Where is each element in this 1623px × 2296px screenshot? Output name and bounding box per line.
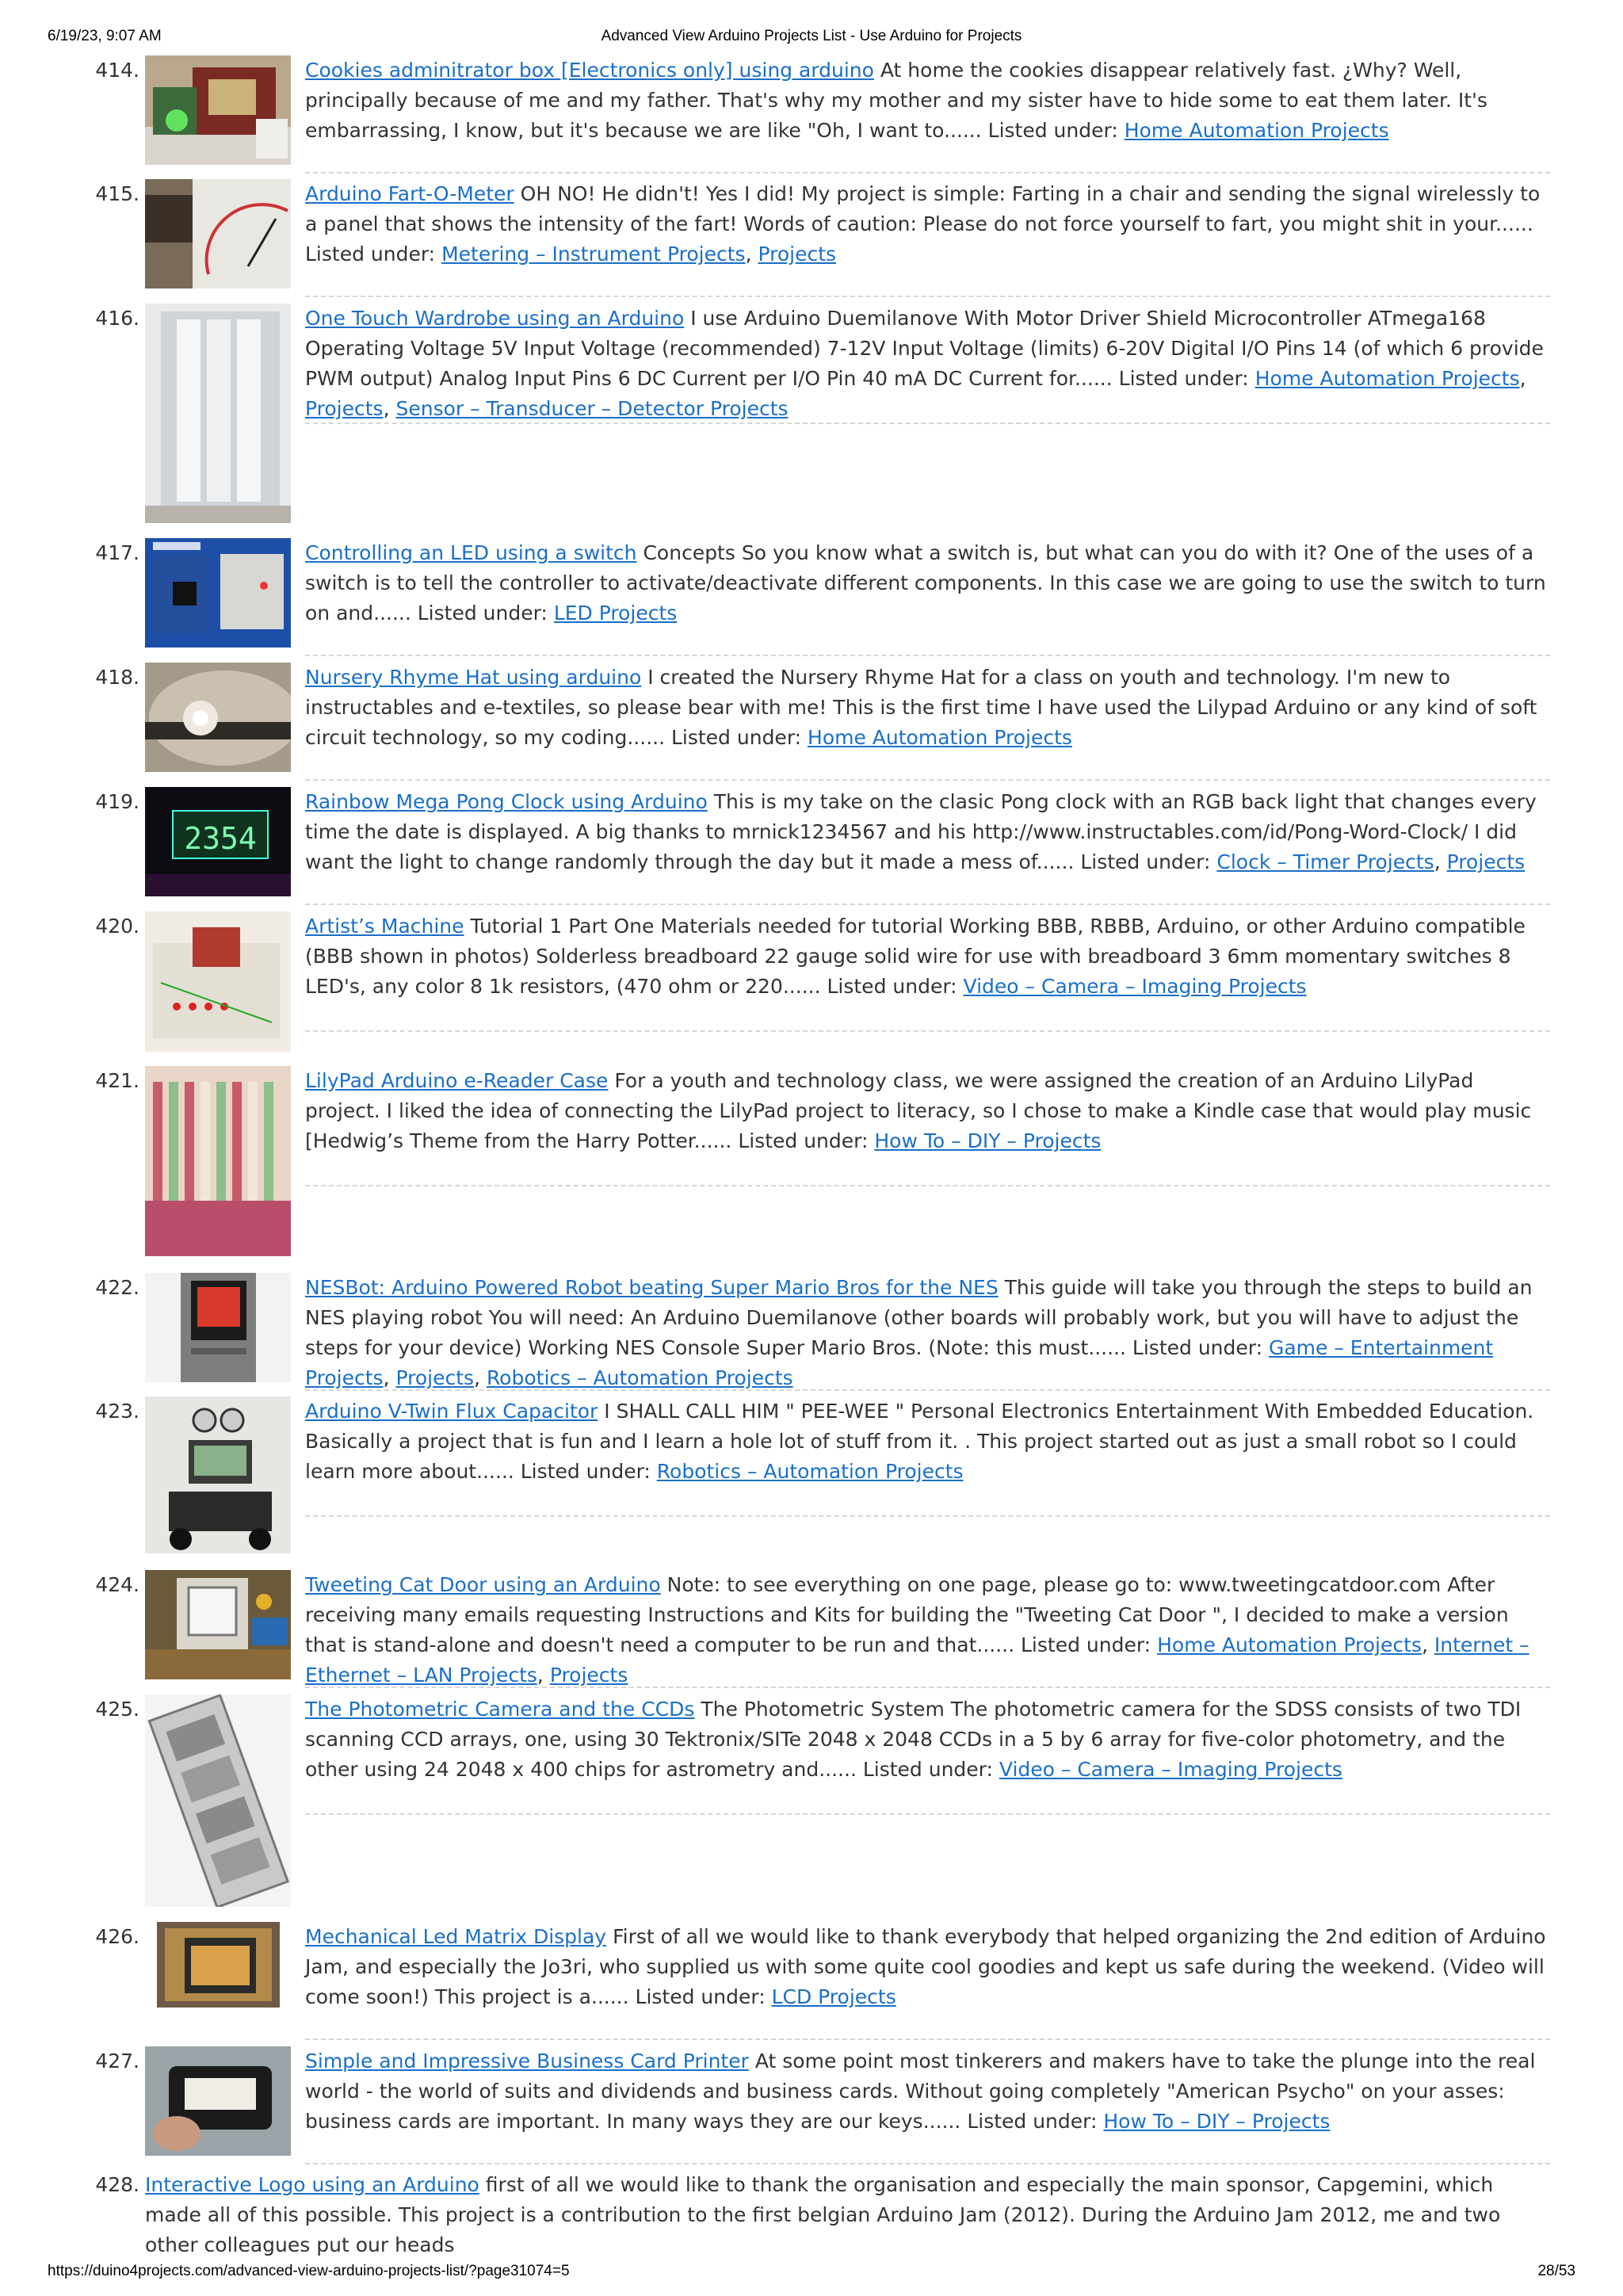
divider <box>305 2163 1550 2164</box>
category-link[interactable]: Game – Entertainment Projects <box>305 1336 1494 1389</box>
item-number: 418. <box>95 666 139 689</box>
project-thumbnail[interactable] <box>145 911 291 1052</box>
item-number: 425. <box>95 1698 139 1721</box>
category-link[interactable]: Projects <box>758 243 837 266</box>
category-link[interactable]: Projects <box>549 1664 628 1687</box>
divider <box>305 296 1550 297</box>
print-url: https://duino4projects.com/advanced-view-arduino-projects-list/?page31074=5 <box>48 2263 570 2279</box>
project-thumbnail[interactable] <box>145 55 291 165</box>
divider <box>305 172 1550 174</box>
category-link[interactable]: Home Automation Projects <box>1157 1633 1422 1656</box>
project-thumbnail[interactable] <box>145 538 291 648</box>
item-number: 424. <box>95 1573 139 1596</box>
project-title-link[interactable]: Arduino Fart-O-Meter <box>305 182 514 205</box>
divider <box>305 1515 1550 1517</box>
project-title-link[interactable]: Controlling an LED using a switch <box>305 541 637 564</box>
item-number: 421. <box>95 1069 139 1092</box>
print-page-number: 28/53 <box>1537 2263 1575 2279</box>
category-link[interactable]: Robotics – Automation Projects <box>486 1366 793 1389</box>
item-number: 417. <box>95 541 139 564</box>
item-description: Rainbow Mega Pong Clock using Arduino This is my take on the clasic Pong clock with an RGB back light that changes every time the date is displayed. A big thanks to mrnick1234567 and his http://www.instructables.com/id/Pong-Word-Clock/ I did want the light to change randomly through the day but it made a mess of...... Listed under: Clock – Timer Projects, Projects <box>305 790 1537 873</box>
category-link[interactable]: Clock – Timer Projects <box>1216 850 1434 873</box>
category-link[interactable]: Projects <box>305 397 384 420</box>
divider <box>305 1030 1550 1032</box>
item-number: 427. <box>95 2050 139 2073</box>
item-number: 420. <box>95 915 139 938</box>
item-description: Arduino Fart-O-Meter OH NO! He didn't! Yes I did! My project is simple: Farting in a chair and sending the signal wirelessly to a panel that shows the intensity of the fart! Words of caution: Please do not force yourself to fart, you might shit in your...... Listed under: Metering – Instrument Projects, Projects <box>305 182 1541 266</box>
divider <box>305 904 1550 905</box>
item-number: 415. <box>95 182 139 205</box>
project-thumbnail[interactable] <box>145 787 291 896</box>
item-description: Controlling an LED using a switch Concepts So you know what a switch is, but what can you do with it? One of the uses of a switch is to tell the controller to activate/deactivate different components. In this case we are going to use the switch to turn on and...... Listed under: LED Projects <box>305 541 1546 625</box>
category-link[interactable]: LCD Projects <box>771 1985 896 2008</box>
project-thumbnail[interactable] <box>145 304 291 523</box>
item-description: Simple and Impressive Business Card Printer At some point most tinkerers and makers have to take the plunge into the real world - the world of suits and dividends and business cards. Without going completely "American Psycho" on your asses: business cards are important. In many ways they are our keys...... Listed under: How To – DIY – Projects <box>305 2050 1536 2133</box>
category-link[interactable]: LED Projects <box>553 602 678 625</box>
category-link[interactable]: Home Automation Projects <box>808 726 1072 749</box>
project-title-link[interactable]: Tweeting Cat Door using an Arduino <box>305 1573 661 1596</box>
item-description: Artist’s Machine Tutorial 1 Part One Materials needed for tutorial Working BBB, RBBB, Arduino, or other Arduino compatible (BBB shown in photos) Solderless breadboard 22 gauge solid wire for use with breadboard 3 6mm momentary switches 8 LED's, any color 8 1k resistors, (470 ohm or 220...... Listed under: Video – Camera – Imaging Projects <box>305 915 1526 998</box>
divider <box>305 655 1550 656</box>
project-title-link[interactable]: Arduino V-Twin Flux Capacitor <box>305 1400 598 1423</box>
category-link[interactable]: Metering – Instrument Projects <box>441 243 746 266</box>
item-number: 419. <box>95 790 139 813</box>
category-link[interactable]: Video – Camera – Imaging Projects <box>999 1758 1342 1781</box>
print-page-title: Advanced View Arduino Projects List - Use Arduino for Projects <box>601 28 1022 44</box>
project-title-link[interactable]: Artist’s Machine <box>305 915 464 938</box>
item-description: Mechanical Led Matrix Display First of all we would like to thank everybody that helped organizing the 2nd edition of Arduino Jam, and especially the Jo3ri, who supplied us with some quite cool goodies and kept us safe during the weekend. (Video will come soon!) This project is a...... Listed under: LCD Projects <box>305 1925 1546 2008</box>
item-description: Interactive Logo using an Arduino first of all we would like to thank the organisation and especially the main sponsor, Capgemini, which made all of this possible. This project is a contribution to the first belgian Arduino Jam (2012). During the Arduino Jam 2012, me and two other colleagues put our heads <box>145 2173 1501 2256</box>
svg-text:2354: 2354 <box>184 821 257 856</box>
project-title-link[interactable]: NESBot: Arduino Powered Robot beating Super Mario Bros for the NES <box>305 1276 999 1299</box>
item-description: LilyPad Arduino e-Reader Case For a youth and technology class, we were assigned the creation of an Arduino LilyPad project. I liked the idea of connecting the LilyPad project to literacy, so I chose to make a Kindle case that would play music [Hedwig’s Theme from the Harry Potter...... Listed under: How To – DIY – Projects <box>305 1069 1532 1152</box>
category-link[interactable]: Home Automation Projects <box>1254 367 1520 390</box>
project-thumbnail[interactable] <box>145 1066 291 1256</box>
item-description: Nursery Rhyme Hat using arduino I created the Nursery Rhyme Hat for a class on youth and technology. I'm new to instructables and e-textiles, so please bear with me! This is the first time I have used the Lilypad Arduino or any kind of soft circuit technology, so my coding...... Listed under: Home Automation Projects <box>305 666 1537 749</box>
item-description: Tweeting Cat Door using an Arduino Note: to see everything on one page, please go to: www.tweetingcatdoor.com After receiving many emails requesting Instructions and Kits for building the "Tweeting Cat Door ", I decided to make a version that is stand-alone and doesn't need a computer to be run and that...... Listed under: Home Automation Projects, Internet – Ethernet – LAN Projects, Projects <box>305 1573 1529 1687</box>
project-thumbnail[interactable] <box>145 1273 291 1382</box>
category-link[interactable]: Sensor – Transducer – Detector Projects <box>395 397 789 420</box>
item-number: 426. <box>95 1925 139 1948</box>
item-number: 428. <box>95 2173 139 2196</box>
item-description: The Photometric Camera and the CCDs The Photometric System The photometric camera for the SDSS consists of two TDI scanning CCD arrays, one, using 30 Tektronix/SITe 2048 x 2048 CCDs in a 5 by 6 array for five-color photometry, and the other using 24 2048 x 400 chips for astrometry and...... Listed under: Video – Camera – Imaging Projects <box>305 1698 1522 1781</box>
divider <box>305 1185 1550 1186</box>
category-link[interactable]: Projects <box>395 1366 475 1389</box>
item-description: Cookies adminitrator box [Electronics only] using arduino At home the cookies disappear relatively fast. ¿Why? Well, principally because of me and my father. That's why my mother and my sister have to hide some to eat them later. It's embarrassing, I know, but it's because we are like "Oh, I want to...... Listed under: Home Automation Projects <box>305 59 1487 142</box>
project-thumbnail[interactable] <box>145 179 291 288</box>
category-link[interactable]: Video – Camera – Imaging Projects <box>963 975 1307 998</box>
category-link[interactable]: Home Automation Projects <box>1124 119 1389 142</box>
category-link[interactable]: How To – DIY – Projects <box>1103 2110 1331 2133</box>
print-datetime: 6/19/23, 9:07 AM <box>48 28 162 44</box>
item-number: 422. <box>95 1276 139 1299</box>
project-title-link[interactable]: Interactive Logo using an Arduino <box>145 2173 479 2196</box>
project-thumbnail[interactable] <box>145 1694 291 1907</box>
project-title-link[interactable]: Simple and Impressive Business Card Printer <box>305 2050 749 2073</box>
item-number: 423. <box>95 1400 139 1423</box>
project-title-link[interactable]: The Photometric Camera and the CCDs <box>305 1698 695 1721</box>
divider <box>305 1687 1550 1688</box>
category-link[interactable]: Robotics – Automation Projects <box>656 1460 964 1483</box>
item-description: Arduino V-Twin Flux Capacitor I SHALL CALL HIM " PEE-WEE " Personal Electronics Entertainment With Embedded Education. Basically a project that is fun and I learn a hole lot of stuff from it. . This project started out as just a small robot so I could learn more about...... Listed under: Robotics – Automation Projects <box>305 1400 1534 1483</box>
item-description: NESBot: Arduino Powered Robot beating Super Mario Bros for the NES This guide will take you through the steps to build an NES playing robot You will need: An Arduino Duemilanove (other boards will probably work, but you will have to adjust the steps for your device) Working NES Console Super Mario Bros. (Note: this must...... Listed under: Game – Entertainment Projects, Projects, Robotics – Automation Projects <box>305 1276 1533 1389</box>
category-link[interactable]: Projects <box>1446 850 1526 873</box>
divider <box>305 2038 1550 2040</box>
divider <box>305 1813 1550 1815</box>
project-thumbnail[interactable] <box>145 663 291 772</box>
item-number: 416. <box>95 307 139 330</box>
project-title-link[interactable]: Nursery Rhyme Hat using arduino <box>305 666 642 689</box>
project-thumbnail[interactable] <box>145 2046 291 2156</box>
project-thumbnail[interactable] <box>145 1396 291 1553</box>
project-thumbnail[interactable] <box>145 1922 291 2008</box>
category-link[interactable]: Internet – Ethernet – LAN Projects <box>305 1633 1529 1687</box>
project-title-link[interactable]: One Touch Wardrobe using an Arduino <box>305 307 685 330</box>
project-title-link[interactable]: Cookies adminitrator box [Electronics only] using arduino <box>305 59 874 82</box>
divider <box>305 779 1550 781</box>
project-thumbnail[interactable] <box>145 1570 291 1679</box>
project-title-link[interactable]: Mechanical Led Matrix Display <box>305 1925 607 1948</box>
divider <box>305 1389 1550 1391</box>
project-title-link[interactable]: LilyPad Arduino e-Reader Case <box>305 1069 609 1092</box>
item-description: One Touch Wardrobe using an Arduino I use Arduino Duemilanove With Motor Driver Shield Microcontroller ATmega168 Operating Voltage 5V Input Voltage (recommended) 7-12V Input Voltage (limits) 6-20V Digital I/O Pins 14 (of which 6 provide PWM output) Analog Input Pins 6 DC Current per I/O Pin 40 mA DC Current for...... Listed under: Home Automation Projects, Projects, Sensor – Transducer – Detector Projects <box>305 307 1544 420</box>
category-link[interactable]: How To – DIY – Projects <box>874 1129 1102 1152</box>
item-number: 414. <box>95 59 139 82</box>
project-title-link[interactable]: Rainbow Mega Pong Clock using Arduino <box>305 790 708 813</box>
divider <box>305 422 1550 424</box>
